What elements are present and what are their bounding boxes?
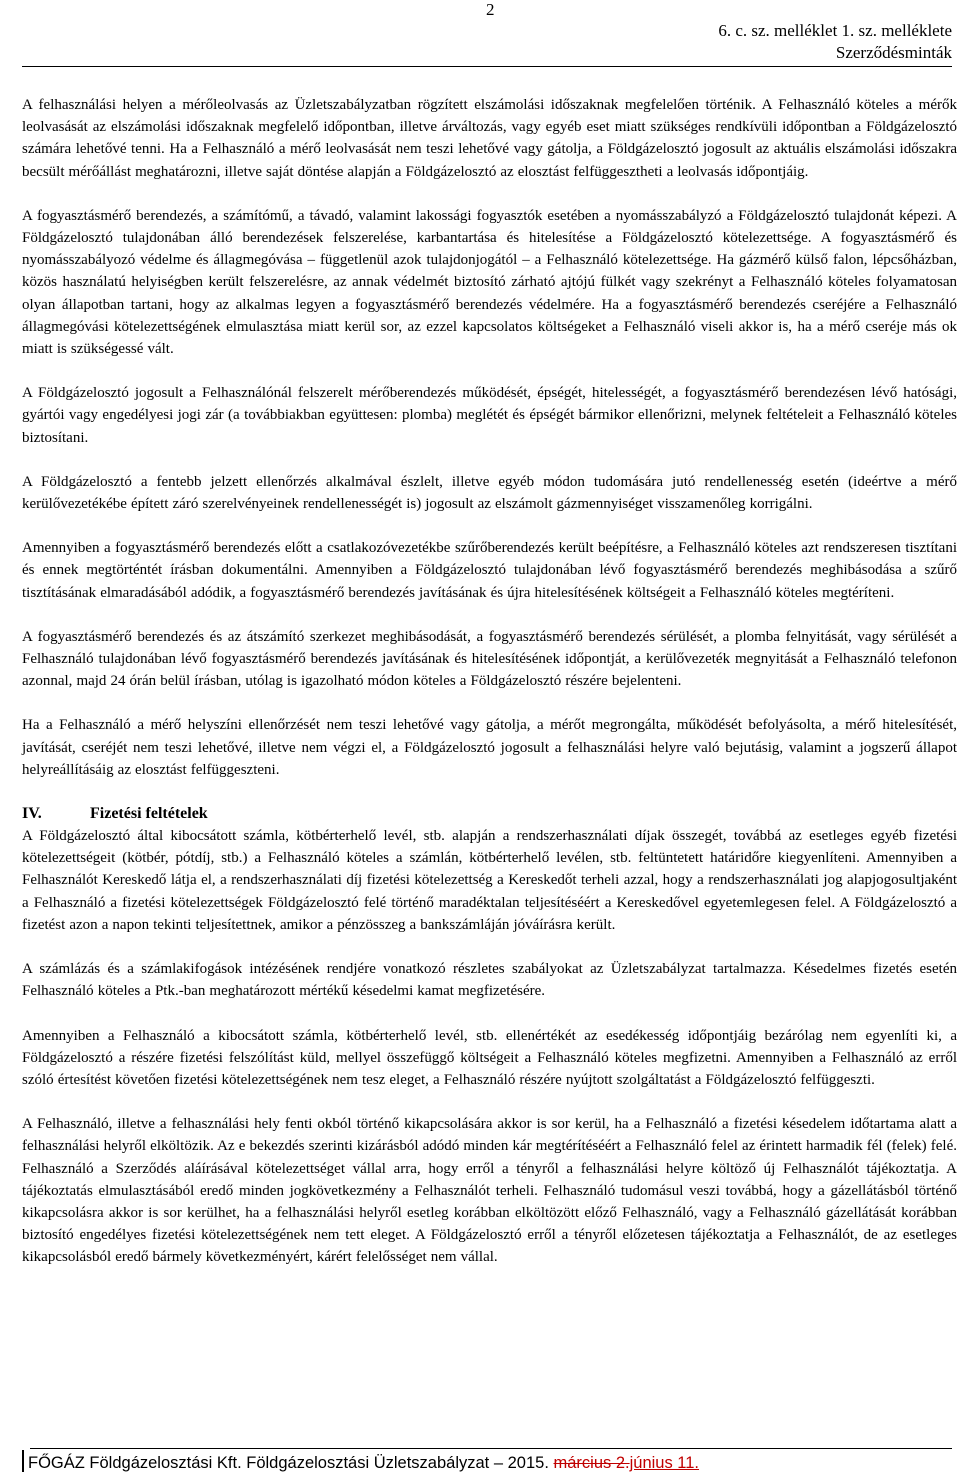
- paragraph-meter-reading: A felhasználási helyen a mérőleolvasás az Üzletszabályzatban rögzített elszámolási időszaknak megfelelően történik. A Felhasználó köteles a mérők leolvasását az elszámolási időszaknak megfelelő időpontban, illetve árváltozás, vagy egyéb eset miatt szükséges rendkívüli időpontban a Földgázelosztó számára lehetővé tenni. Ha a Felhasználó a mérő leolvasását nem teszi lehetővé vagy gátolja, a Földgázelosztó jogosult az aktuális elszámolási időszakra becsült mérőállást meghatározni, illetve saját döntése alapján a Földgázelosztó az elosztást felfüggesztheti a leolvasás időpontjáig.: [22, 97, 957, 180]
- paragraph-irregularity-correction: A Földgázelosztó a fentebb jelzett ellenőrzés alkalmával észlelt, illetve egyéb módon tudomására jutó rendellenesség esetén (ideértve a mérő kerülővezetékébe épített záró szerelvényeinek rendellenességét is) jogosult az elszámolt gázmennyiséget visszamenőleg korrigálni.: [22, 473, 957, 513]
- footer: [28, 1452, 699, 1474]
- section-title: Fizetési feltételek: [90, 805, 208, 823]
- paragraph-fault-reporting: A fogyasztásmérő berendezés és az átszámító szerkezet meghibásodását, a fogyasztásmérő berendezés sérülését, a plomba felnyitását, vagy sérülését a Felhasználó tulajdonában lévő fogyasztásmérő berendezés javításának és hitelesítésének időpontját, a kerülővezeték megnyitását a Felhasználó telefonon azonnal, majd 24 órán belül írásban, utólag is igazolható módon köteles a Földgázelosztó részére bejelenteni.: [22, 628, 957, 690]
- revision-bar: [22, 1450, 24, 1472]
- header-annex-reference: 6. c. sz. melléklet 1. sz. melléklete: [718, 21, 952, 40]
- paragraph-meter-ownership: A fogyasztásmérő berendezés, a számítómű, a távadó, valamint lakossági fogyasztók esetében a nyomásszabályzó a Földgázelosztó tulajdonát képezi. A Földgázelosztó tulajdonában álló berendezések felszerelése, karbantartása és hitelesítése a Földgázelosztó kötelezettsége. A fogyasztásmérő és nyomásszabályozó védelme és állagmegóvása – függetlenül azok tulajdonjogától – a Felhasználó kötelezettsége. Ha gázmérő külső falon, lépcsőházban, közös használatú helyiségben került felszerelésre, az annak védelmét biztosító zárható ajtójú fülkét vagy szekrényt a Felhasználó köteles folyamatosan olyan állapotban tartani, hogy az alkalmas legyen a fogyasztásmérő berendezés védelmére. Ha a fogyasztásmérő berendezés cseréjére a Felhasználó állagmegóvási kötelezettségének elmulasztása miatt kerül sor, az ezzel kapcsolatos költségeket a Felhasználó viseli akkor is, ha a mérő cseréje más ok miatt is szükségessé vált.: [22, 207, 957, 358]
- footer-text: FŐGÁZ Földgázelosztási Kft. Földgázelosztási Üzletszabályzat – 2015.: [28, 1454, 554, 1472]
- paragraph-billing-rules: A számlázás és a számlakifogások intézésének rendjére vonatkozó részletes szabályokat az Üzletszabályzat tartalmazza. Késedelmes fizetés esetén Felhasználó köteles a Ptk.-ban meghatározott mértékű késedelmi kamat megfizetésére.: [22, 961, 957, 1000]
- footer-deleted-date: március 2.: [553, 1454, 630, 1472]
- header-rule: [22, 66, 952, 67]
- page-number: 2: [486, 0, 495, 19]
- footer-rule: [30, 1448, 952, 1449]
- paragraph-disconnection: A Felhasználó, illetve a felhasználási hely fenti okból történő kikapcsolására akkor is sor kerül, ha a Felhasználó a fizetési késedelem időtartama alatt a felhasználási helyről elköltözik. Az e bekezdés szerinti kizárásból adódó minden kár megtérítéséért a Felhasználó felel az érintett harmadik fél (felek) felé. Felhasználó a Szerződés aláírásával kötelezettséget vállal arra, hogy erről a tényről a felhasználási helyre költöző új Felhasználót tájékoztatja. A tájékoztatás elmulasztásából eredő minden jogkövetkezmény a Felhasználót terheli. Felhasználó tudomásul veszi továbbá, hogy a gázellátásból történő kikapcsolásra akkor is sor kerülhet, ha a felhasználási helyről esetleg korábban elköltözött előző Felhasználó, vagy a Felhasználó gázellátását korábban biztosító engedélyes fizetési kötelezettségének nem tett eleget. A Földgázelosztó erről a tényről előzetesen tájékoztatja a Felhasználót, de az esetleges kikapcsolásból eredő bármely következményért, kárért felelősséget nem vállal.: [22, 1116, 957, 1266]
- section-heading: [22, 803, 957, 825]
- footer-inserted-date: június 11.: [629, 1454, 700, 1472]
- paragraph-access-denial: Ha a Felhasználó a mérő helyszíni ellenőrzését nem teszi lehetővé vagy gátolja, a mérőt megrongálta, működését befolyásolta, a mérő hitelesítését, javítását, cseréjét nem teszi lehetővé, illetve nem végzi el, a Földgázelosztó jogosult a felhasználási helyre való bejutásig, valamint a jogszerű állapot helyreállításáig az elosztást felfüggeszteni.: [22, 717, 957, 778]
- section-number: IV.: [22, 805, 42, 823]
- paragraph-meter-inspection: A Földgázelosztó jogosult a Felhasználónál felszerelt mérőberendezés működését, épségét, hitelességét, a fogyasztásmérő berendezésen lévő hatósági, gyártói vagy engedélyesi jogi zár (a továbbiakban együttesen: plomba) meglétét és épségét bármikor ellenőrizni, melynek feltételeit a Felhasználó köteles biztosítani.: [22, 385, 957, 446]
- paragraph-payment-reminder: Amennyiben a Felhasználó a kibocsátott számla, kötbérterhelő levél, stb. ellenértékét az esedékesség időpontjáig bezárólag nem egyenlíti ki, a Földgázelosztó a részére fizetési felszólítást küld, mellyel összefüggő költségeit a Felhasználó köteles megfizetni. Amennyiben a Felhasználó az erről szóló értesítést követően fizetési kötelezettségének nem tesz eleget, a Felhasználó részére nyújtott szolgáltatást a Földgázelosztó felfüggeszti.: [22, 1027, 957, 1088]
- paragraph-payment-deadline: A Földgázelosztó által kibocsátott számla, kötbérterhelő levél, stb. alapján a rendszerhasználati díjak összegét, továbbá az esetleges egyéb fizetési kötelezettségeit (kötbér, pótdíj, stb.) a Felhasználó köteles a számlán, kötbérterhelő levélen, stb. feltüntetett határidőre kiegyenlíteni. Amennyiben a Felhasználót Kereskedő látja el, a rendszerhasználati díj fizetési kötelezettség a Kereskedőt terheli azzal, hogy a rendszerhasználati jog alapjogosultjaként a Felhasználó a fizetési kötelezettségek Földgázelosztó felé történő maradéktalan teljesítéséért a Kereskedővel egyetemlegesen felel. A Földgázelosztó a fizetést azon a napon tekinti teljesítettnek, amikor a pénzösszeg a bankszámláján jóváírásra került.: [22, 828, 957, 933]
- header-title: Szerződésminták: [835, 43, 952, 62]
- paragraph-filter-cleaning: Amennyiben a fogyasztásmérő berendezés előtt a csatlakozóvezetékbe szűrőberendezés került beépítésre, a Felhasználó köteles azt rendszeresen tisztítani és ennek megtörténtét írásban dokumentálni. Amennyiben a Földgázelosztó tulajdonában lévő fogyasztásmérő berendezés meghibásodása a szűrő tisztításának elmaradásából adódik, a fogyasztásmérő berendezés javításának és újra hitelesítésének költségeit a Felhasználó köteles megtéríteni.: [22, 540, 957, 601]
- document-body: [22, 94, 957, 1291]
